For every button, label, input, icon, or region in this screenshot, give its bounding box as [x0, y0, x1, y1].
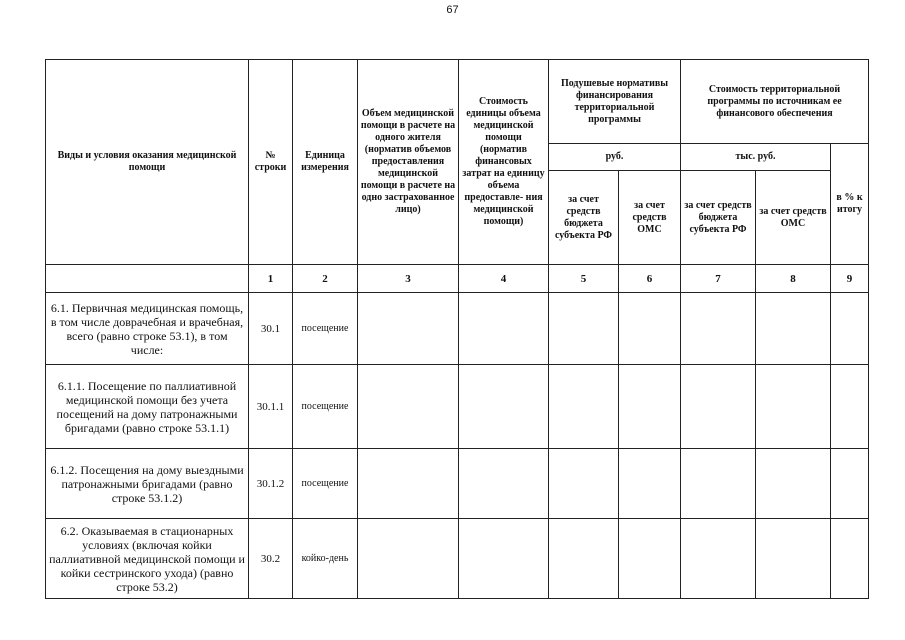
empty-cell — [358, 519, 459, 599]
row-unit: посещение — [293, 365, 358, 449]
row-description: 6.2. Оказываемая в стационарных условиях (включая койки паллиативной медицинской помощи и койки сестринского ухода) (равно строке 53.2) — [46, 519, 249, 599]
empty-cell — [358, 449, 459, 519]
table-row — [46, 449, 869, 519]
table-row — [46, 293, 869, 365]
row-description: 6.1. Первичная медицинская помощь, в том числе доврачебная и врачебная, всего (равно строке 53.1), в том числе: — [46, 293, 249, 365]
empty-cell — [756, 365, 831, 449]
empty-cell — [549, 449, 619, 519]
empty-cell — [756, 293, 831, 365]
empty-cell — [549, 365, 619, 449]
empty-cell — [681, 293, 756, 365]
column-number: 4 — [459, 265, 549, 293]
empty-cell — [619, 519, 681, 599]
empty-cell — [358, 365, 459, 449]
empty-cell — [459, 365, 549, 449]
column-number: 2 — [293, 265, 358, 293]
header-budget-rf-2: за счет средств бюджета субъекта РФ — [681, 171, 756, 265]
empty-cell — [681, 519, 756, 599]
row-description: 6.1.1. Посещение по паллиативной медицинской помощи без учета посещений на дому патронажными бригадами (равно строке 53.1.1) — [46, 365, 249, 449]
row-code: 30.1.2 — [249, 449, 293, 519]
header-percent: в % к итогу — [831, 144, 869, 265]
row-unit: посещение — [293, 449, 358, 519]
header-program-cost: Стоимость территориальной программы по источникам ее финансового обеспечения — [681, 60, 869, 144]
empty-cell — [756, 519, 831, 599]
column-number — [46, 265, 249, 293]
row-description: 6.1.2. Посещения на дому выездными патронажными бригадами (равно строке 53.1.2) — [46, 449, 249, 519]
empty-cell — [831, 519, 869, 599]
empty-cell — [459, 449, 549, 519]
column-number: 3 — [358, 265, 459, 293]
header-rub: руб. — [549, 144, 681, 171]
header-row-number: № строки — [249, 60, 293, 265]
page-number: 67 — [446, 4, 459, 16]
empty-cell — [459, 293, 549, 365]
column-number: 7 — [681, 265, 756, 293]
row-code: 30.1 — [249, 293, 293, 365]
empty-cell — [358, 293, 459, 365]
header-budget-rf: за счет средств бюджета субъекта РФ — [549, 171, 619, 265]
header-types: Виды и условия оказания медицинской помощи — [46, 60, 249, 265]
column-number: 5 — [549, 265, 619, 293]
empty-cell — [831, 365, 869, 449]
empty-cell — [619, 293, 681, 365]
empty-cell — [681, 365, 756, 449]
column-number: 6 — [619, 265, 681, 293]
row-unit: койко-день — [293, 519, 358, 599]
header-oms-2: за счет средств ОМС — [756, 171, 831, 265]
header-thous-rub: тыс. руб. — [681, 144, 831, 171]
header-unit-cost: Стоимость единицы объема медицинской помощи (норматив финансовых затрат на единицу объема предоставле- ния медицинской помощи) — [459, 60, 549, 265]
column-number-row — [46, 265, 869, 293]
row-code: 30.2 — [249, 519, 293, 599]
empty-cell — [756, 449, 831, 519]
empty-cell — [831, 449, 869, 519]
column-number: 1 — [249, 265, 293, 293]
empty-cell — [549, 293, 619, 365]
header-unit: Единица измерения — [293, 60, 358, 265]
empty-cell — [549, 519, 619, 599]
empty-cell — [831, 293, 869, 365]
empty-cell — [459, 519, 549, 599]
table-row — [46, 519, 869, 599]
table-row — [46, 365, 869, 449]
header-oms: за счет средств ОМС — [619, 171, 681, 265]
financing-table — [45, 59, 869, 599]
column-number: 9 — [831, 265, 869, 293]
empty-cell — [619, 365, 681, 449]
column-number: 8 — [756, 265, 831, 293]
empty-cell — [619, 449, 681, 519]
header-per-capita: Подушевые нормативы финансирования территориальной программы — [549, 60, 681, 144]
row-unit: посещение — [293, 293, 358, 365]
empty-cell — [681, 449, 756, 519]
header-volume: Объем медицинской помощи в расчете на одного жителя (норматив объемов предоставления медицинской помощи в расчете на одно застрахованное лицо) — [358, 60, 459, 265]
row-code: 30.1.1 — [249, 365, 293, 449]
